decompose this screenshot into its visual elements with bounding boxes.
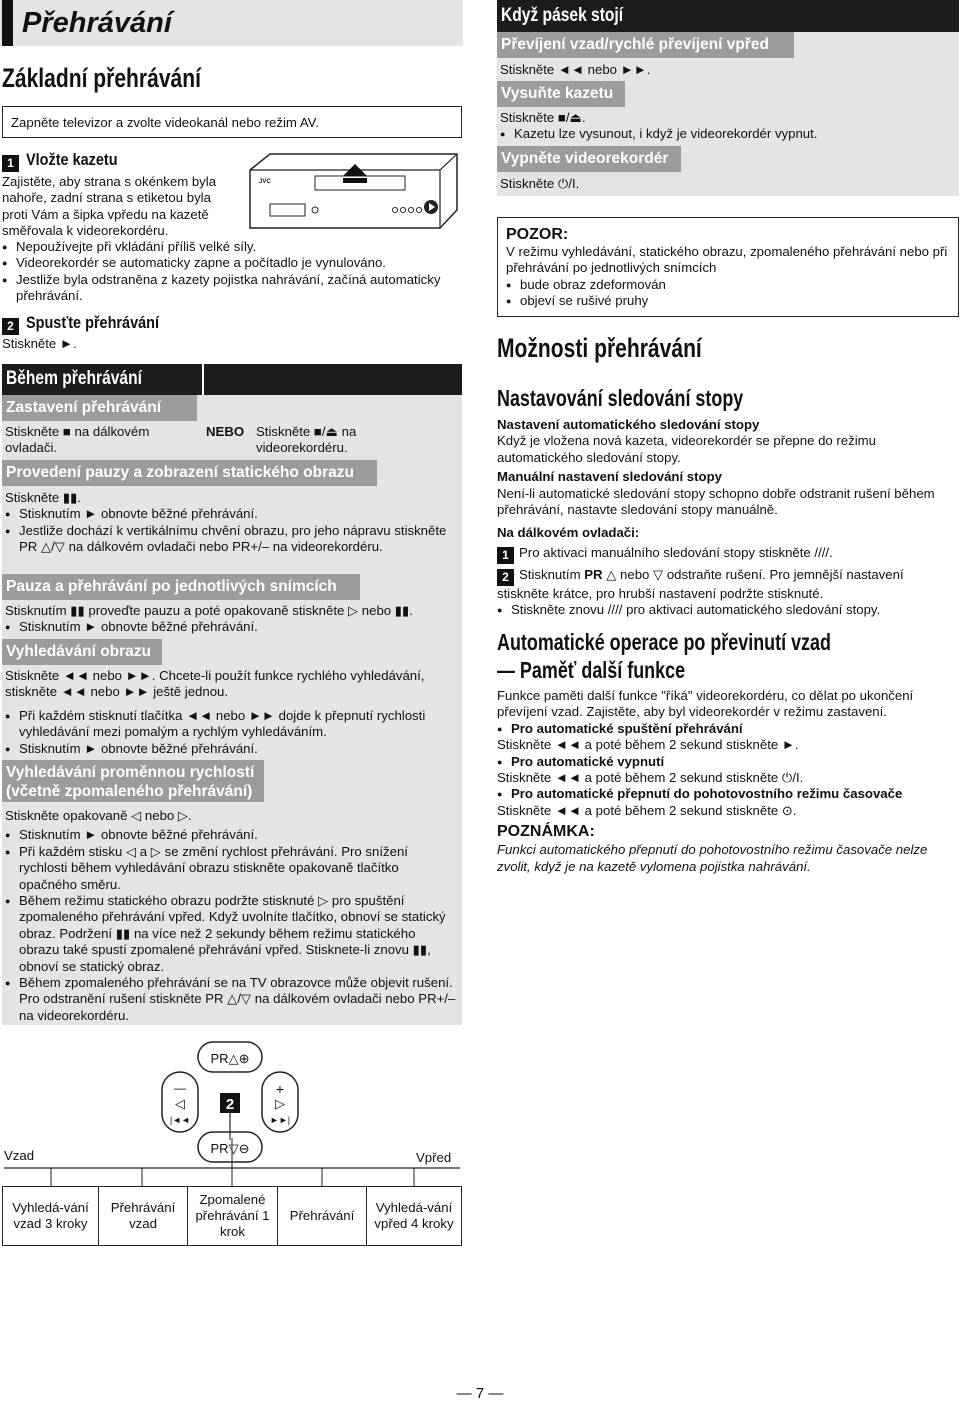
list-item: ● Během zpomaleného přehrávání se na TV obrazovce může objevit rušení. Pro odstranění rušení stiskněte PR △/▽ na dálkovém ovladači nebo PR+/– na videorekordéru.: [5, 975, 457, 1024]
stop-vcr-text: Stiskněte ■/⏏ na videorekordéru.: [256, 424, 357, 456]
rewind-text: Stiskněte ◄◄ nebo ►►.: [500, 62, 651, 77]
tracking-step2-number: 2: [497, 569, 514, 586]
frame-content: Stisknutím ▮▮ proveďte pauzu a poté opakovaně stiskněte ▷ nebo ▮▮. ● Stisknutím ► obnovte běžné přehrávání.: [5, 603, 455, 636]
page-title-bar: [0, 0, 463, 46]
step1-header: [2, 150, 134, 172]
variable-speed-title: Vyhledávání proměnnou rychlostí (včetně zpomaleného přehrávání): [2, 760, 264, 802]
step2-header: [2, 313, 182, 335]
frame-by-frame-title: Pauza a přehrávání po jednotlivých snímcích: [2, 574, 360, 600]
rewind-title: Převíjení vzad/rychlé převíjení vpřed: [497, 32, 794, 58]
step1-bullets: [2, 239, 457, 305]
speed-box-slow: Zpomalené přehrávání 1 krok: [187, 1186, 278, 1246]
eject-content: Stiskněte ■/⏏. ● Kazetu lze vysunout, i když je videorekordér vypnut.: [500, 110, 950, 143]
step2-title: Spusťte přehrávání: [26, 313, 160, 332]
title-accent: [2, 0, 13, 46]
tracking-heading: Nastavování sledování stopy: [497, 385, 744, 411]
speed-box-play: Přehrávání: [277, 1186, 367, 1246]
list-item: ● Pro automatické vypnutí: [497, 754, 947, 770]
speed-box-back-3: Vyhledá-vání vzad 3 kroky: [2, 1186, 99, 1246]
stop-playback-title: Zastavení přehrávání: [2, 395, 197, 421]
backward-label: Vzad: [4, 1148, 35, 1163]
power-off-text: Stiskněte ⏻/I.: [500, 176, 580, 191]
stopped-header: Když pásek stojí: [497, 0, 959, 32]
list-item: ● Videorekordér se automaticky zapne a počítadlo je vynulováno.: [2, 255, 457, 271]
list-item: ● Stisknutím ► obnovte běžné přehrávání.: [5, 506, 455, 522]
list-item: ● Nepoužívejte při vkládání příliš velké síly.: [2, 239, 457, 255]
pause-title: Provedení pauzy a zobrazení statického obrazu: [2, 460, 377, 486]
power-off-title: Vypněte videorekordér: [497, 146, 681, 172]
page-title: Přehrávání: [22, 7, 172, 39]
during-playback-header: Během přehrávání: [2, 364, 202, 395]
basic-playback-heading: Základní přehrávání: [2, 63, 201, 93]
step1-number: 1: [2, 155, 19, 172]
step2-number: 2: [2, 318, 19, 335]
center-button-label: 2: [225, 1096, 235, 1113]
search-title: Vyhledávání obrazu: [2, 639, 162, 665]
step1-text: Zajistěte, aby strana s okénkem byla nahoře, zadní strana s etiketou byla proti Vám a šipka vpředu na kazetě směřovala k videorekordéru.: [2, 174, 217, 239]
speed-box-reverse: Přehrávání vzad: [98, 1186, 188, 1246]
pr-up-label: PR△⊕: [210, 1051, 250, 1066]
skip-fwd-icon: ►►|: [269, 1115, 291, 1125]
caution-box: POZOR: V režimu vyhledávání, statického obrazu, zpomaleného přehrávání nebo při přehrávání po jednotlivých snímcích ● bude obraz zdeformován ● objeví se rušivé pruhy: [497, 217, 959, 317]
plus-label: +: [275, 1081, 285, 1097]
list-item: ● objeví se rušivé pruhy: [506, 293, 950, 309]
vcr-illustration: [245, 150, 460, 235]
note-text: Funkci automatického přepnutí do pohotovostního režimu časovače nelze zvolit, když je na kazetě vylomena pojistka nahrávání.: [497, 842, 928, 874]
list-item: ● Stisknutím ► obnovte běžné přehrávání.: [5, 827, 457, 843]
list-item: ● Při každém stisku ◁ a ▷ se změní rychlost přehrávání. Pro snížení rychlosti během vyhledávání obrazu stiskněte opakovaně tlačítko opačného směru.: [5, 844, 457, 893]
auto-ops-content: Funkce paměti další funkce "říká" videorekordéru, co dělat po ukončení převíjení vzad. Zajistěte, aby byl videorekordér v režimu zastavení. ● Pro automatické spuštění přehrávání Stiskněte ◄◄ a poté během 2 sekund stiskněte ►. ● Pro automatické vypnutí Stiskněte ◄◄ a poté během 2 sekund stiskněte ⏻/I. ● Pro automatické přepnutí do pohotovostního režimu časovače Stiskněte ◄◄ a poté během 2 sekund stiskněte ⊙. POZNÁMKA: Funkci automatického přepnutí do pohotovostního režimu časovače nelze zvolit, když je na kazetě vylomena pojistka nahrávání.: [497, 688, 947, 875]
list-item: ● Pro automatické spuštění přehrávání: [497, 721, 947, 737]
list-item: ● Pro automatické přepnutí do pohotovostního režimu časovače: [497, 786, 947, 802]
page-number: — 7 —: [456, 1385, 504, 1402]
during-playback-header-ext: [204, 364, 462, 395]
step1-title: Vložte kazetu: [26, 150, 118, 169]
playback-options-heading: Možnosti přehrávání: [497, 333, 702, 363]
list-item: ● Stisknutím ► obnovte běžné přehrávání.: [5, 619, 455, 635]
auto-ops-heading-1: Automatické operace po převinutí vzad: [497, 629, 831, 655]
back-arrow-icon: ◁: [175, 1096, 185, 1111]
vcr-brand: JVC: [259, 179, 271, 185]
step2-text: Stiskněte ►.: [2, 336, 77, 351]
speed-direction-diagram: [2, 1138, 462, 1188]
skip-back-icon: |◄◄: [169, 1115, 191, 1125]
forward-label: Vpřed: [416, 1150, 452, 1165]
fwd-arrow-icon: ▷: [275, 1096, 285, 1111]
pause-content: Stiskněte ▮▮. ● Stisknutím ► obnovte běžné přehrávání. ● Jestliže dochází k vertikálnímu chvění obrazu, pro jeho nápravu stiskněte PR △/▽ na dálkovém ovladači nebo PR+/– na videorekordéru.: [5, 490, 455, 556]
list-item: ● Stiskněte znovu //// pro aktivaci automatického sledování stopy.: [497, 602, 947, 618]
eject-title: Vysuňte kazetu: [497, 81, 625, 107]
minus-label: —: [174, 1081, 186, 1095]
list-item: ● Kazetu lze vysunout, i když je videorekordér vypnut.: [500, 126, 950, 142]
list-item: ● bude obraz zdeformován: [506, 277, 950, 293]
list-item: ● Jestliže byla odstraněna z kazety pojistka nahrávání, začíná automaticky přehrávání.: [2, 272, 457, 305]
list-item: ● Při každém stisknutí tlačítka ◄◄ nebo ►► dojde k přepnutí rychlosti vyhledávání mezi pomalým a rychlým vyhledáváním.: [5, 708, 455, 741]
intro-box: Zapněte televizor a zvolte videokanál nebo režim AV.: [2, 106, 462, 138]
pr-down-label: PR▽⊖: [210, 1141, 250, 1156]
speed-box-fwd-4: Vyhledá-vání vpřed 4 kroky: [366, 1186, 462, 1246]
list-item: ● Jestliže dochází k vertikálnímu chvění obrazu, pro jeho nápravu stiskněte PR △/▽ na dálkovém ovladači nebo PR+/– na videorekordéru.: [5, 523, 455, 556]
list-item: ● Stisknutím ► obnovte běžné přehrávání.: [5, 741, 455, 757]
note-title: POZNÁMKA:: [497, 823, 595, 841]
tracking-step1-number: 1: [497, 547, 514, 564]
or-label: NEBO: [206, 424, 245, 439]
search-content: Stiskněte ◄◄ nebo ►►. Chcete-li použít funkce rychlého vyhledávání, stiskněte ◄◄ nebo ►► ještě jednou. ● Při každém stisknutí tlačítka ◄◄ nebo ►► dojde k přepnutí rychlosti vyhledávání mezi pomalým a rychlým vyhledáváním. ● Stisknutím ► obnovte běžné přehrávání.: [5, 668, 455, 757]
auto-ops-heading-2: — Paměť další funkce: [497, 657, 686, 683]
list-item: ● Během režimu statického obrazu podržte stisknuté ▷ pro spuštění zpomaleného přehrávání vpřed. Když uvolníte tlačítko, obnoví se statický obraz. Podržení ▮▮ na více než 2 sekundy během režimu statického obrazu také spustí zpomalené přehrávání vpřed. Stisknete-li znovu ▮▮, obnoví se statický obraz.: [5, 893, 457, 975]
tracking-content: Nastavení automatického sledování stopy Když je vložena nová kazeta, videorekordér se přepne do režimu automatického sledování stopy. Manuální nastavení sledování stopy Není-li automatické sledování stopy schopno dobře odstranit rušení během přehrávání, nastavte sledování stopy manuálně. Na dálkovém ovladači: 1 Pro aktivaci manuálního sledování stopy stiskněte ////. 2 Stisknutím PR △ nebo ▽ odstraňte rušení. Pro jemnější nastavení stiskněte krátce, pro hrubší nastavení podržte stisknuté. ● Stiskněte znovu //// pro aktivaci automatického sledování stopy.: [497, 417, 947, 619]
caution-title: POZOR:: [506, 226, 569, 243]
stop-remote-text: Stiskněte ■ na dálkovém ovladači.: [5, 424, 150, 456]
variable-speed-content: Stiskněte opakovaně ◁ nebo ▷. ● Stisknutím ► obnovte běžné přehrávání. ● Při každém stisku ◁ a ▷ se změní rychlost přehrávání. Pro snížení rychlosti během vyhledávání obrazu stiskněte opakovaně tlačítko opačného směru. ● Během režimu statického obrazu podržte stisknuté ▷ pro spuštění zpomaleného přehrávání vpřed. Když uvolníte tlačítko, obnoví se statický obraz. Podržení ▮▮ na více než 2 sekundy během režimu statického obrazu také spustí zpomalené přehrávání vpřed. Stisknete-li znovu ▮▮, obnoví se statický obraz. ● Během zpomaleného přehrávání se na TV obrazovce může objevit rušení. Pro odstranění rušení stiskněte PR △/▽ na dálkovém ovladači nebo PR+/– na videorekordéru.: [5, 808, 457, 1024]
